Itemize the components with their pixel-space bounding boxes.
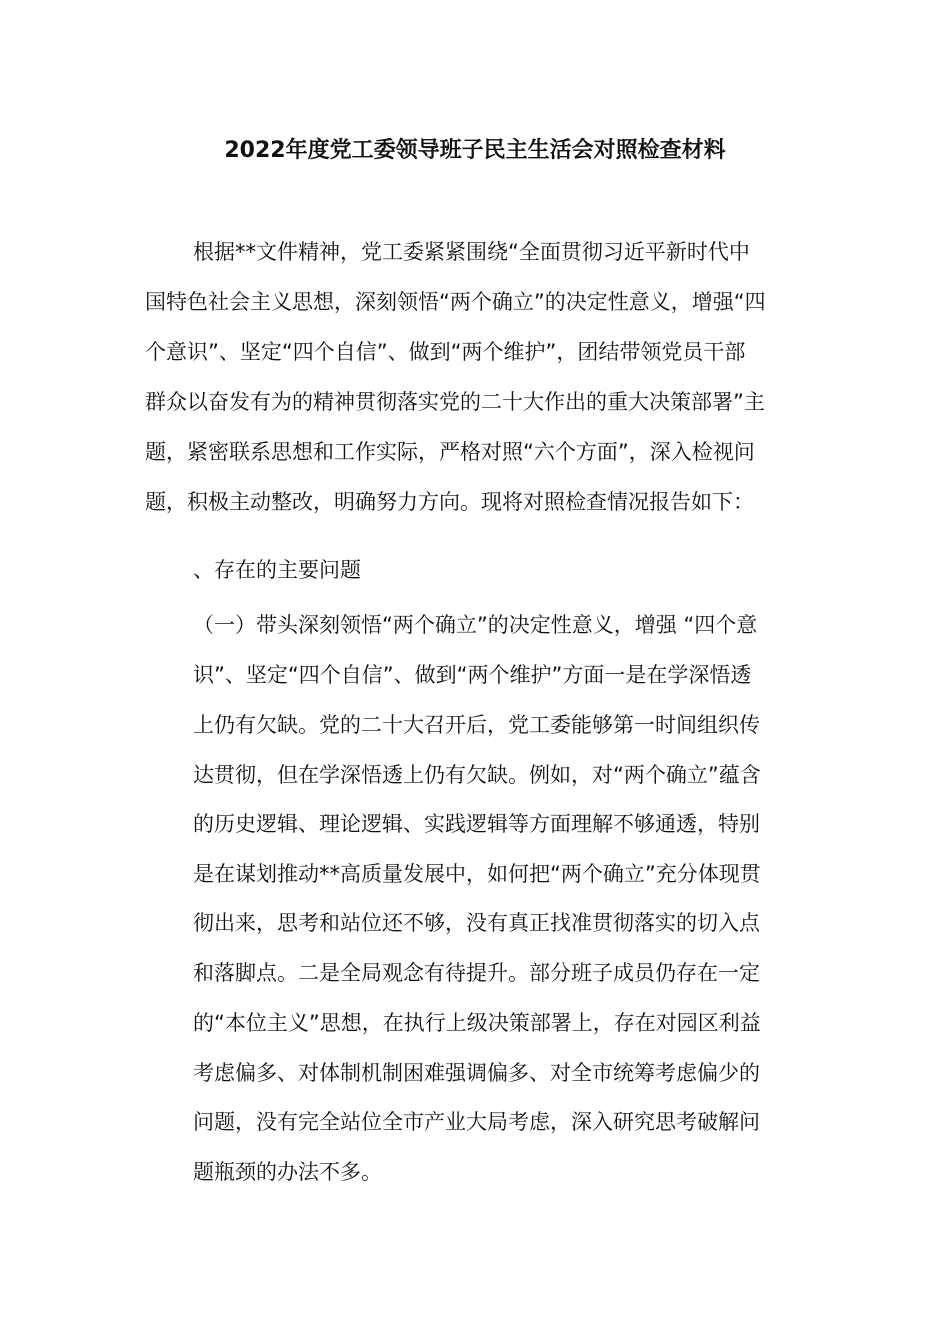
subsection-line: 的“本位主义”思想，在执行上级决策部署上，存在对园区利益 [193, 1011, 761, 1035]
subsection-line: 上仍有欠缺。党的二十大召开后，党工委能够第一时间组织传 [193, 713, 760, 737]
subsection-line: 达贯彻，但在学深悟透上仍有欠缺。例如，对“两个确立”蕴含 [193, 763, 761, 787]
subsection-line: 识”、坚定“四个自信”、做到“两个维护”方面一是在学深悟透 [193, 663, 752, 687]
intro-line: 群众以奋发有为的精神贯彻落实党的二十大作出的重大决策部署”主 [145, 390, 765, 414]
section-heading: 、存在的主要问题 [193, 558, 361, 582]
subsection-line: （一）带头深刻领悟“两个确立”的决定性意义，增强 “四个意 [193, 613, 758, 637]
intro-line: 题，积极主动整改，明确努力方向。现将对照检查情况报告如下： [145, 490, 754, 514]
intro-line: 题，紧密联系思想和工作实际，严格对照“六个方面”，深入检视问 [145, 440, 755, 464]
subsection-line: 是在谋划推动**高质量发展中，如何把“两个确立”充分体现贯 [193, 862, 761, 886]
subsection-line: 题瓶颈的办法不多。 [193, 1160, 382, 1184]
subsection-line: 问题，没有完全站位全市产业大局考虑，深入研究思考破解问 [193, 1110, 760, 1134]
subsection-line: 考虑偏多、对体制机制困难强调偏多、对全市统筹考虑偏少的 [193, 1061, 760, 1085]
subsection-line: 彻出来，思考和站位还不够，没有真正找准贯彻落实的切入点 [193, 911, 760, 935]
intro-line: 个意识”、坚定“四个自信”、做到“两个维护”，团结带领党员干部 [145, 340, 746, 364]
intro-line: 国特色社会主义思想，深刻领悟“两个确立”的决定性意义，增强“四 [145, 290, 766, 314]
subsection-line: 和落脚点。二是全局观念有待提升。部分班子成员仍存在一定 [193, 961, 760, 985]
subsection-line: 的历史逻辑、理论逻辑、实践逻辑等方面理解不够通透，特别 [193, 812, 760, 836]
document-title: 2022年度党工委领导班子民主生活会对照检查材料 [224, 138, 726, 163]
intro-line: 根据**文件精神，党工委紧紧围绕“全面贯彻习近平新时代中 [193, 240, 750, 264]
